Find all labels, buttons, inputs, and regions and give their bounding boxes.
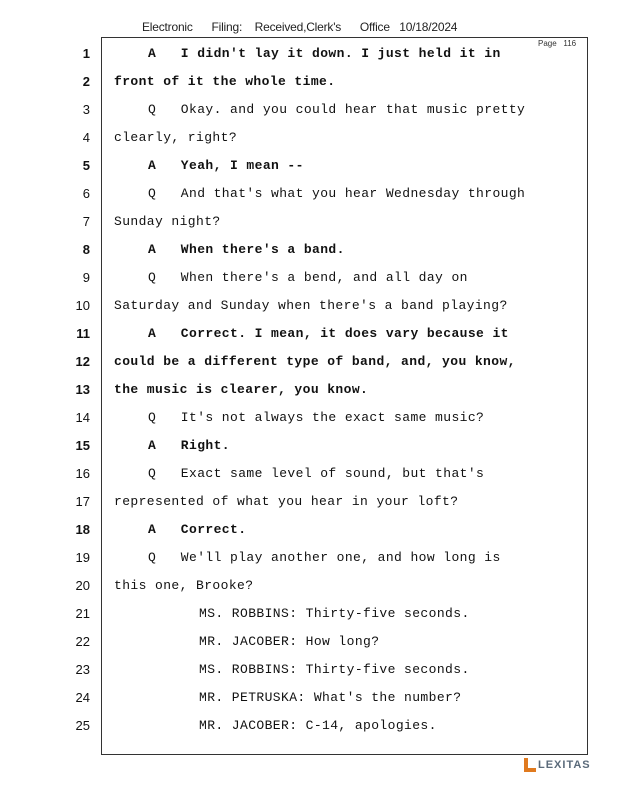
- line-number: 2: [82, 74, 90, 89]
- line-text: Q We'll play another one, and how long is: [148, 550, 501, 565]
- lexitas-logo-icon: [524, 758, 536, 772]
- line-number: 21: [75, 606, 90, 621]
- transcript-line: [0, 268, 618, 288]
- line-text: MS. ROBBINS: Thirty-five seconds.: [199, 606, 470, 621]
- line-number: 17: [75, 494, 90, 509]
- line-text: could be a different type of band, and, you know,: [114, 354, 516, 369]
- line-text: Q When there's a bend, and all day on: [148, 270, 468, 285]
- line-text: the music is clearer, you know.: [114, 382, 369, 397]
- line-number: 14: [75, 410, 90, 425]
- transcript-line: [0, 212, 618, 232]
- line-text: MR. PETRUSKA: What's the number?: [199, 690, 462, 705]
- line-number: 1: [82, 46, 90, 61]
- transcript-line: [0, 576, 618, 596]
- line-text: Sunday night?: [114, 214, 221, 229]
- transcript-line: [0, 408, 618, 428]
- transcript-line: [0, 352, 618, 372]
- line-number: 7: [82, 214, 90, 229]
- transcript-line: [0, 380, 618, 400]
- line-text: A Correct.: [148, 522, 247, 537]
- line-number: 25: [75, 718, 90, 733]
- line-number: 8: [82, 242, 90, 257]
- line-number: 15: [75, 438, 90, 453]
- line-number: 16: [75, 466, 90, 481]
- line-number: 3: [82, 102, 90, 117]
- transcript-line: [0, 72, 618, 92]
- transcript-line: [0, 492, 618, 512]
- transcript-line: [0, 464, 618, 484]
- line-text: A Yeah, I mean --: [148, 158, 304, 173]
- line-text: Q Exact same level of sound, but that's: [148, 466, 485, 481]
- line-number: 5: [82, 158, 90, 173]
- line-text: Q And that's what you hear Wednesday through: [148, 186, 526, 201]
- line-text: Q It's not always the exact same music?: [148, 410, 485, 425]
- transcript-line: [0, 632, 618, 652]
- line-number: 18: [75, 522, 90, 537]
- line-number: 10: [75, 298, 90, 313]
- transcript-line: [0, 44, 618, 64]
- line-text: front of it the whole time.: [114, 74, 336, 89]
- lexitas-logo-text: LEXITAS: [538, 759, 591, 771]
- transcript-line: [0, 604, 618, 624]
- line-number: 9: [82, 270, 90, 285]
- line-text: MR. JACOBER: C-14, apologies.: [199, 718, 437, 733]
- line-text: A When there's a band.: [148, 242, 345, 257]
- transcript-line: [0, 240, 618, 260]
- transcript-line: [0, 156, 618, 176]
- line-number: 13: [75, 382, 90, 397]
- transcript-line: [0, 128, 618, 148]
- line-number: 11: [76, 326, 90, 341]
- line-text: clearly, right?: [114, 130, 238, 145]
- transcript-line: [0, 436, 618, 456]
- filing-stamp-header: Electronic Filing: Received,Clerk's Office 10/18/2024: [142, 20, 458, 34]
- line-text: this one, Brooke?: [114, 578, 254, 593]
- lexitas-logo: [524, 758, 591, 772]
- line-number: 6: [82, 186, 90, 201]
- line-text: MS. ROBBINS: Thirty-five seconds.: [199, 662, 470, 677]
- transcript-line: [0, 100, 618, 120]
- line-number: 19: [75, 550, 90, 565]
- line-text: Q Okay. and you could hear that music pretty: [148, 102, 526, 117]
- transcript-line: [0, 716, 618, 736]
- transcript-line: [0, 324, 618, 344]
- line-text: A Correct. I mean, it does vary because it: [148, 326, 509, 341]
- line-number: 23: [75, 662, 90, 677]
- transcript-line: [0, 520, 618, 540]
- transcript-line: [0, 660, 618, 680]
- line-number: 22: [75, 634, 90, 649]
- transcript-line: [0, 296, 618, 316]
- transcript-line: [0, 688, 618, 708]
- transcript-line: [0, 548, 618, 568]
- line-text: A I didn't lay it down. I just held it in: [148, 46, 501, 61]
- line-number: 20: [75, 578, 90, 593]
- line-text: A Right.: [148, 438, 231, 453]
- line-number: 4: [82, 130, 90, 145]
- transcript-line: [0, 184, 618, 204]
- line-number: 24: [75, 690, 90, 705]
- line-number: 12: [75, 354, 90, 369]
- line-text: MR. JACOBER: How long?: [199, 634, 380, 649]
- line-text: Saturday and Sunday when there's a band playing?: [114, 298, 508, 313]
- page-number-label: Page 116: [538, 39, 577, 48]
- line-text: represented of what you hear in your loft?: [114, 494, 459, 509]
